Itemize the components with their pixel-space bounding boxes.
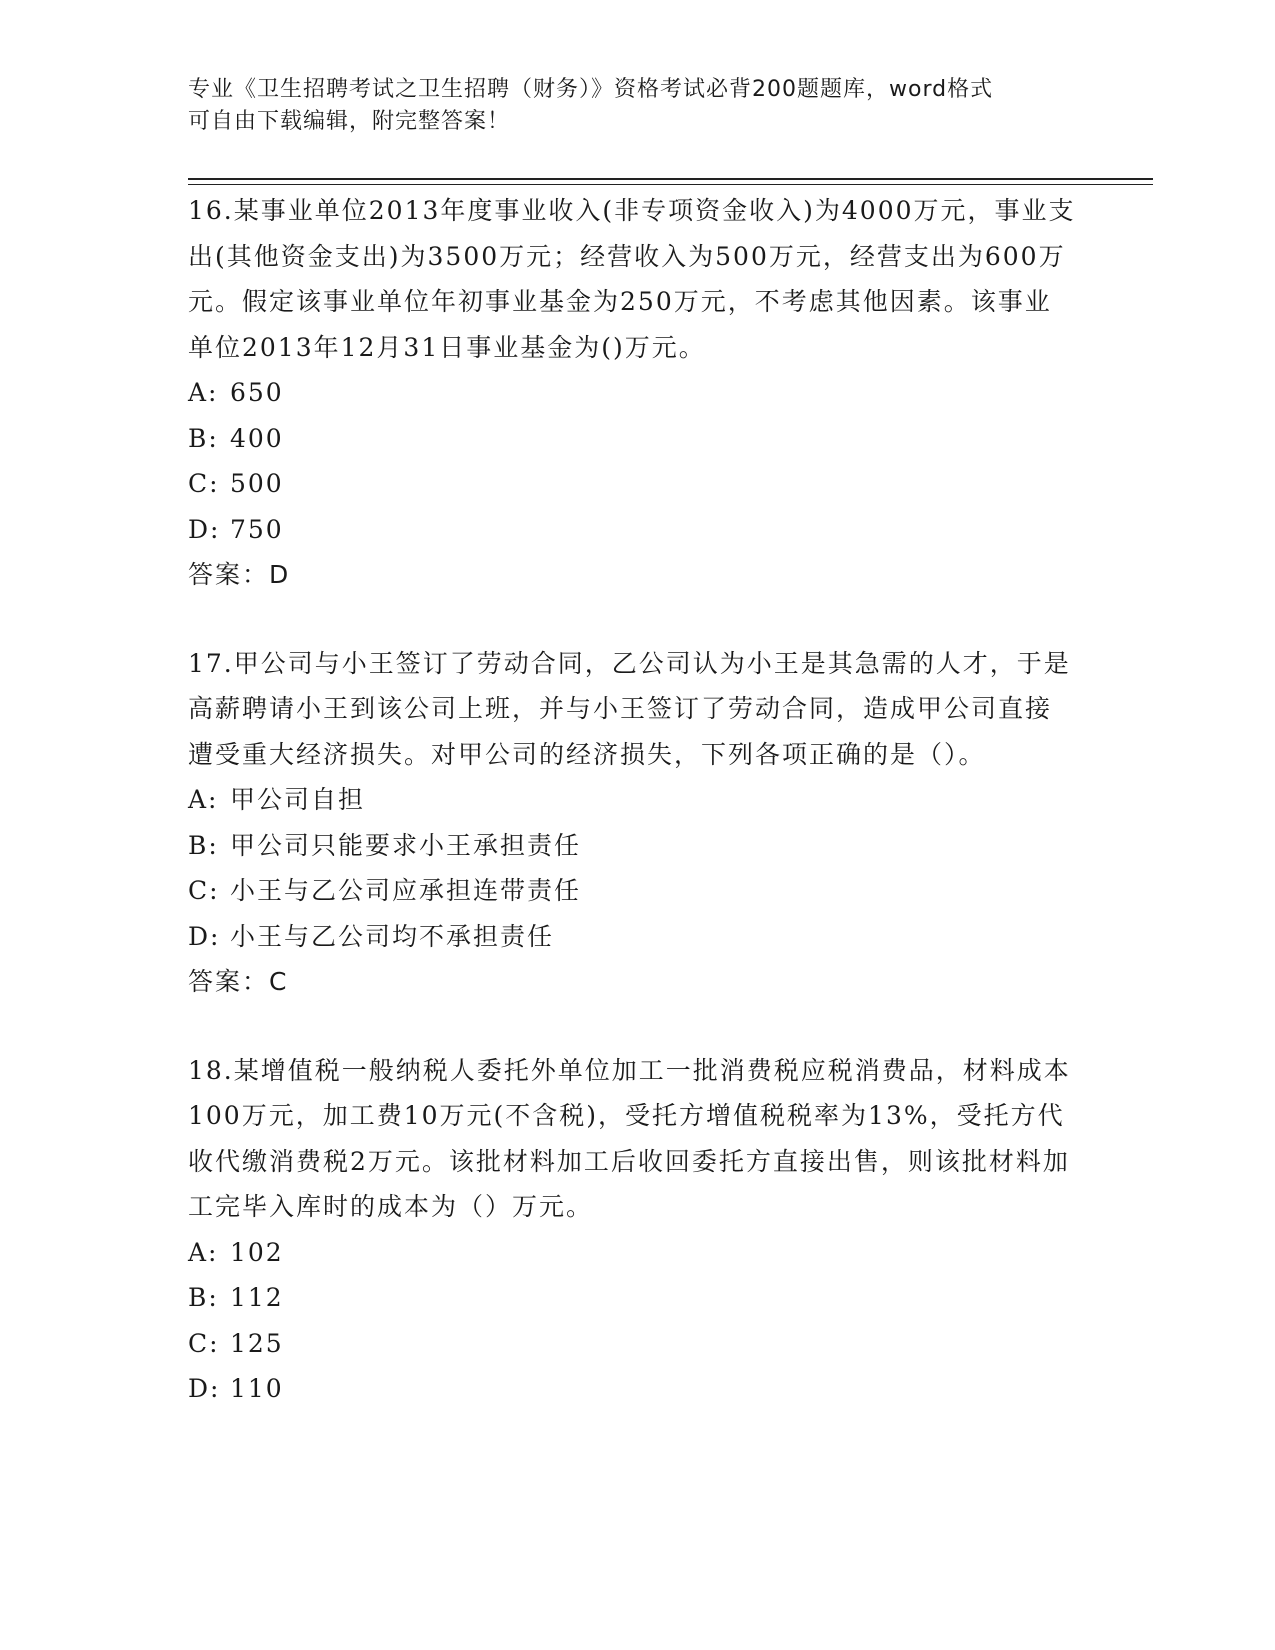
option-c (188, 461, 1078, 507)
option-a (188, 777, 1078, 823)
question-16 (188, 188, 1078, 598)
option-text: 甲公司只能要求小王承担责任 (230, 830, 582, 860)
option-a (188, 370, 1078, 416)
option-letter: B: (188, 423, 219, 453)
option-d (188, 914, 1078, 960)
option-text: 甲公司自担 (230, 785, 366, 814)
option-letter: B: (188, 830, 219, 860)
option-text: 125 (230, 1328, 284, 1358)
option-text: 小王与乙公司应承担连带责任 (230, 876, 582, 905)
option-b (188, 1275, 1078, 1321)
option-text: 112 (230, 1283, 284, 1312)
option-b (188, 416, 1078, 462)
answer-line: 答案：D (188, 560, 291, 589)
option-text: 102 (230, 1237, 284, 1267)
option-text: 400 (230, 423, 284, 453)
option-b (188, 823, 1078, 869)
question-text: 17.甲公司与小王签订了劳动合同，乙公司认为小王是其急需的人才，于是高薪聘请小王到该公司上班，并与小王签订了劳动合同，造成甲公司直接遭受重大经济损失。对甲公司的经济损失，下列各项正确的是（）。 (188, 648, 1071, 769)
option-letter: B: (188, 1283, 219, 1312)
option-c (188, 1321, 1078, 1367)
option-text: 小王与乙公司均不承担责任 (230, 921, 555, 951)
question-list (188, 188, 1078, 1455)
option-letter: C: (188, 469, 220, 498)
option-a (188, 1230, 1078, 1276)
question-text: 16.某事业单位2013年度事业收入(非专项资金收入)为4000万元，事业支出(其他资金支出)为3500万元；经营收入为500万元，经营支出为600万元。假定该事业单位年初事业基金为250万元，不考虑其他因素。该事业单位2013年12月31日事业基金为()万元。 (188, 196, 1076, 362)
answer-line: 答案：C (188, 967, 289, 996)
question-17 (188, 641, 1078, 1005)
header-line-2: 可自由下载编辑，附完整答案！ (188, 109, 511, 134)
option-letter: D: (188, 514, 221, 544)
question-text: 18.某增值税一般纳税人委托外单位加工一批消费税应税消费品，材料成本100万元，加工费10万元(不含税)，受托方增值税税率为13%，受托方代收代缴消费税2万元。该批材料加工后收回委托方直接出售，则该批材料加工完毕入库时的成本为（）万元。 (188, 1055, 1071, 1221)
header-line-1: 专业《卫生招聘考试之卫生招聘（财务）》资格考试必背200题题库，word格式 (188, 77, 994, 102)
option-text: 650 (230, 378, 284, 407)
option-d (188, 1366, 1078, 1412)
option-letter: A: (188, 378, 219, 407)
option-text: 750 (230, 514, 284, 544)
option-letter: D: (188, 921, 221, 951)
option-c (188, 868, 1078, 914)
header-divider-thick (188, 178, 1153, 180)
option-letter: C: (188, 1328, 220, 1358)
question-18 (188, 1048, 1078, 1412)
option-d (188, 507, 1078, 553)
option-letter: C: (188, 876, 220, 905)
header-divider-thin (188, 184, 1153, 185)
option-letter: A: (188, 785, 219, 814)
option-text: 110 (230, 1374, 284, 1403)
option-letter: A: (188, 1237, 219, 1267)
option-text: 500 (230, 469, 284, 498)
option-letter: D: (188, 1374, 221, 1403)
document-header (188, 74, 1088, 138)
